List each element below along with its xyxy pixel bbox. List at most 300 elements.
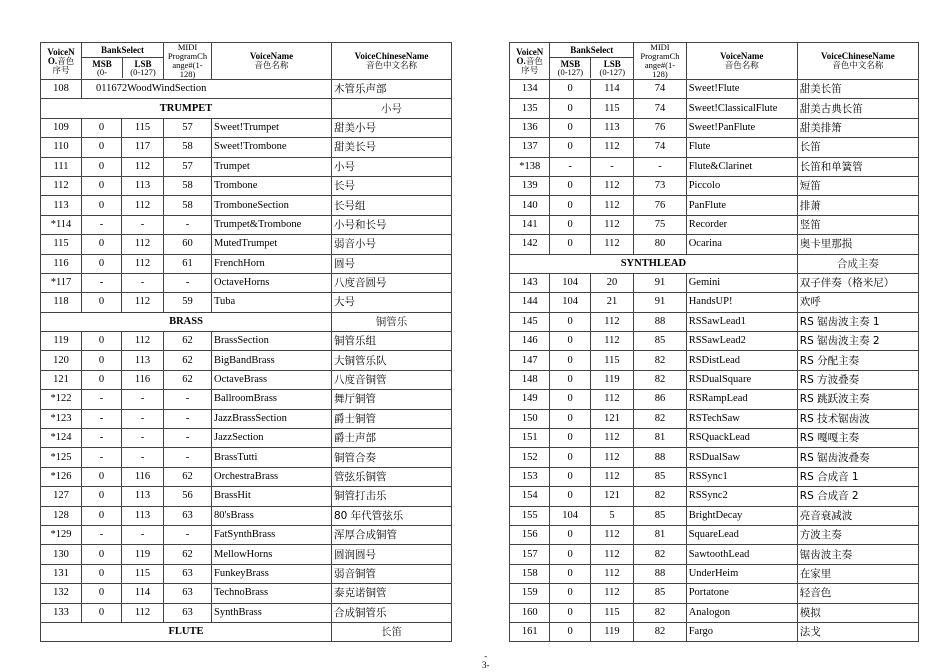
program-change: 91 (634, 273, 687, 292)
bank-lsb: 115 (590, 603, 633, 622)
bank-lsb: 113 (590, 118, 633, 137)
voice-name: Trumpet&Trombone (212, 215, 332, 234)
table-row (41, 506, 452, 525)
voice-chinese-name: RS 嘎嘎主奏 (797, 429, 918, 448)
voice-name: Fargo (686, 622, 797, 641)
voice-number: *129 (41, 525, 82, 544)
voice-name: Recorder (686, 215, 797, 234)
bank-msb: 0 (550, 138, 590, 157)
voice-name: RSSync2 (686, 487, 797, 506)
program-change: 58 (164, 138, 212, 157)
voice-name: Sweet!ClassicalFlute (686, 99, 797, 118)
voice-name: Gemini (686, 273, 797, 292)
table-row (510, 273, 919, 292)
program-change: - (164, 448, 212, 467)
program-change: 88 (634, 448, 687, 467)
table-row (510, 525, 919, 544)
bank-msb: 0 (550, 196, 590, 215)
voice-number: 136 (510, 118, 550, 137)
bank-msb: 0 (82, 603, 122, 622)
program-change: 82 (634, 409, 687, 428)
voice-name: SynthBrass (212, 603, 332, 622)
program-change: 61 (164, 254, 212, 273)
program-change: 86 (634, 390, 687, 409)
header-voice-no: VoiceN O.音色 序号 (510, 43, 550, 80)
voice-chinese-name: 合成铜管乐 (332, 603, 452, 622)
bank-lsb: 117 (122, 138, 164, 157)
voice-name: BrassSection (212, 332, 332, 351)
voice-chinese-name: 大铜管乐队 (332, 351, 452, 370)
voice-combined-cell: 011672WoodWindSection (82, 80, 332, 99)
bank-lsb: 116 (122, 467, 164, 486)
voice-chinese-name: 泰克诺铜管 (332, 584, 452, 603)
voice-chinese-name: 甜美排箫 (797, 118, 918, 137)
section-header-row (41, 622, 452, 641)
bank-msb: 0 (550, 351, 590, 370)
bank-msb: 0 (550, 564, 590, 583)
voice-name: FrenchHorn (212, 254, 332, 273)
voice-chinese-name: RS 合成音 2 (797, 487, 918, 506)
voice-name: Tuba (212, 293, 332, 312)
voice-name: RSDistLead (686, 351, 797, 370)
bank-lsb: 114 (590, 80, 633, 99)
program-change: 88 (634, 564, 687, 583)
bank-lsb: 112 (590, 176, 633, 195)
bank-lsb: - (122, 429, 164, 448)
bank-lsb: 116 (122, 370, 164, 389)
program-change: 62 (164, 351, 212, 370)
program-change: - (164, 215, 212, 234)
bank-lsb: 112 (122, 196, 164, 215)
page-number: - 3- (482, 651, 490, 670)
voice-chinese-name: 法戈 (797, 622, 918, 641)
voice-number: 152 (510, 448, 550, 467)
bank-msb: 104 (550, 273, 590, 292)
section-header-row (510, 254, 919, 273)
voice-name: UnderHeim (686, 564, 797, 583)
program-change: 91 (634, 293, 687, 312)
voice-number: 132 (41, 584, 82, 603)
bank-lsb: 112 (122, 235, 164, 254)
bank-lsb: - (122, 409, 164, 428)
table-row (41, 487, 452, 506)
voice-name: RSSync1 (686, 467, 797, 486)
bank-lsb: 113 (122, 351, 164, 370)
header-bank-select: BankSelect MSB (0-127) LSB (0-127) (550, 43, 634, 80)
program-change: 58 (164, 196, 212, 215)
bank-msb: 0 (82, 545, 122, 564)
voice-chinese-name: 弱音铜管 (332, 564, 452, 583)
bank-msb: 0 (550, 370, 590, 389)
section-title: SYNTHLEAD (510, 254, 798, 273)
bank-lsb: - (590, 157, 633, 176)
bank-msb: 0 (550, 235, 590, 254)
voice-name: Flute&Clarinet (686, 157, 797, 176)
bank-msb: 0 (550, 176, 590, 195)
bank-msb: 0 (82, 370, 122, 389)
table-row (510, 622, 919, 641)
voice-number: *126 (41, 467, 82, 486)
table-row (510, 370, 919, 389)
voice-name: RSRampLead (686, 390, 797, 409)
bank-msb: 0 (82, 118, 122, 137)
voice-chinese-name: 方波主奏 (797, 525, 918, 544)
bank-lsb: 112 (590, 467, 633, 486)
program-change: - (164, 409, 212, 428)
table-row (510, 390, 919, 409)
section-title-zh: 铜管乐 (332, 312, 452, 331)
voice-chinese-name: RS 锯齿波主奏 2 (797, 332, 918, 351)
voice-chinese-name: 大号 (332, 293, 452, 312)
program-change: 59 (164, 293, 212, 312)
bank-msb: 0 (550, 390, 590, 409)
voice-name: RSSawLead1 (686, 312, 797, 331)
voice-number: *124 (41, 429, 82, 448)
bank-msb: 0 (82, 564, 122, 583)
program-change: 63 (164, 506, 212, 525)
voice-number: *122 (41, 390, 82, 409)
voice-name: FatSynthBrass (212, 525, 332, 544)
bank-msb: - (82, 525, 122, 544)
voice-name: Sweet!Trumpet (212, 118, 332, 137)
bank-lsb: 113 (122, 506, 164, 525)
voice-number: 156 (510, 525, 550, 544)
voice-name: FunkeyBrass (212, 564, 332, 583)
section-title: FLUTE (41, 622, 332, 641)
voice-chinese-name: RS 锯齿波叠奏 (797, 448, 918, 467)
table-row (41, 118, 452, 137)
program-change: 62 (164, 370, 212, 389)
program-change: - (634, 157, 687, 176)
voice-name: Analogon (686, 603, 797, 622)
bank-msb: 0 (550, 584, 590, 603)
voice-chinese-name: 甜美长号 (332, 138, 452, 157)
bank-msb: 0 (550, 487, 590, 506)
voice-number: 145 (510, 312, 550, 331)
program-change: - (164, 525, 212, 544)
program-change: 63 (164, 584, 212, 603)
bank-lsb: 112 (590, 390, 633, 409)
voice-number: 142 (510, 235, 550, 254)
voice-number: 116 (41, 254, 82, 273)
bank-msb: 0 (550, 545, 590, 564)
program-change: 82 (634, 545, 687, 564)
table-row (41, 564, 452, 583)
voice-number: 158 (510, 564, 550, 583)
program-change: 56 (164, 487, 212, 506)
section-header-row (41, 312, 452, 331)
bank-lsb: 115 (122, 564, 164, 583)
voice-chinese-name: 弱音小号 (332, 235, 452, 254)
program-change: 85 (634, 584, 687, 603)
bank-lsb: 112 (590, 196, 633, 215)
bank-msb: 0 (82, 293, 122, 312)
table-header-row (510, 43, 919, 80)
voice-name: RSQuackLead (686, 429, 797, 448)
bank-lsb: - (122, 390, 164, 409)
bank-msb: 0 (82, 487, 122, 506)
table-row (510, 157, 919, 176)
voice-number: 131 (41, 564, 82, 583)
voice-chinese-name: 圆润圆号 (332, 545, 452, 564)
header-voice-no: VoiceN O.音色 序号 (41, 43, 82, 80)
voice-number: 127 (41, 487, 82, 506)
voice-number: 139 (510, 176, 550, 195)
program-change: 85 (634, 506, 687, 525)
voice-number: 133 (41, 603, 82, 622)
table-row (510, 409, 919, 428)
voice-chinese-name: 甜美古典长笛 (797, 99, 918, 118)
table-row (41, 448, 452, 467)
table-row (41, 235, 452, 254)
bank-lsb: 112 (590, 138, 633, 157)
voice-chinese-name: RS 技术锯齿波 (797, 409, 918, 428)
bank-msb: 0 (550, 215, 590, 234)
table-row (41, 525, 452, 544)
table-row (510, 351, 919, 370)
bank-msb: - (82, 215, 122, 234)
voice-number: 120 (41, 351, 82, 370)
bank-lsb: 112 (122, 603, 164, 622)
table-row (41, 80, 452, 99)
bank-lsb: 113 (122, 487, 164, 506)
bank-lsb: 112 (122, 157, 164, 176)
voice-chinese-name: 模拟 (797, 603, 918, 622)
program-change: 81 (634, 429, 687, 448)
bank-lsb: - (122, 273, 164, 292)
bank-lsb: 113 (122, 176, 164, 195)
voice-name: RSDualSquare (686, 370, 797, 389)
program-change: 74 (634, 99, 687, 118)
bank-lsb: 119 (590, 370, 633, 389)
table-row (41, 429, 452, 448)
table-row (41, 545, 452, 564)
voice-chinese-name: 奥卡里那损 (797, 235, 918, 254)
voice-number: 159 (510, 584, 550, 603)
voice-name: Sweet!Trombone (212, 138, 332, 157)
program-change: 60 (164, 235, 212, 254)
header-voice-name: VoiceName 音色名称 (212, 43, 332, 80)
voice-chinese-name: 舞厅铜管 (332, 390, 452, 409)
voice-chinese-name: RS 分配主奏 (797, 351, 918, 370)
bank-msb: 0 (550, 622, 590, 641)
table-row (510, 332, 919, 351)
voice-name: BrassTutti (212, 448, 332, 467)
program-change: 73 (634, 176, 687, 195)
table-row (41, 603, 452, 622)
bank-msb: 0 (82, 196, 122, 215)
voice-name: BrassHit (212, 487, 332, 506)
program-change: 62 (164, 545, 212, 564)
table-row (41, 254, 452, 273)
voice-number: 147 (510, 351, 550, 370)
program-change: 76 (634, 196, 687, 215)
program-change: - (164, 273, 212, 292)
table-row (510, 545, 919, 564)
table-row (41, 138, 452, 157)
voice-number: 150 (510, 409, 550, 428)
bank-lsb: 112 (590, 235, 633, 254)
program-change: 62 (164, 332, 212, 351)
bank-msb: 104 (550, 293, 590, 312)
voice-number: *125 (41, 448, 82, 467)
bank-lsb: 112 (590, 525, 633, 544)
table-row (510, 118, 919, 137)
voice-chinese-name: 铜管乐组 (332, 332, 452, 351)
voice-name: TechnoBrass (212, 584, 332, 603)
table-row (510, 138, 919, 157)
voice-number: 135 (510, 99, 550, 118)
table-row (510, 312, 919, 331)
voice-name: Portatone (686, 584, 797, 603)
bank-msb: 0 (550, 429, 590, 448)
voice-number: 137 (510, 138, 550, 157)
bank-lsb: 115 (590, 351, 633, 370)
voice-name: Flute (686, 138, 797, 157)
voice-chinese-name: 八度音铜管 (332, 370, 452, 389)
voice-name: 80'sBrass (212, 506, 332, 525)
voice-number: 121 (41, 370, 82, 389)
table-row (510, 584, 919, 603)
program-change: 74 (634, 80, 687, 99)
voice-number: 115 (41, 235, 82, 254)
table-row (510, 429, 919, 448)
bank-lsb: 112 (122, 254, 164, 273)
table-row (41, 332, 452, 351)
voice-chinese-name: 木管乐声部 (332, 80, 452, 99)
voice-chinese-name: 长号 (332, 176, 452, 195)
bank-lsb: 20 (590, 273, 633, 292)
voice-number: 146 (510, 332, 550, 351)
section-header-row (41, 99, 452, 118)
voice-chinese-name: 80 年代管弦乐 (332, 506, 452, 525)
table-row (41, 390, 452, 409)
voice-table-right (509, 42, 919, 642)
bank-msb: 0 (82, 332, 122, 351)
voice-chinese-name: RS 跳跃波主奏 (797, 390, 918, 409)
voice-number: 143 (510, 273, 550, 292)
voice-name: HandsUP! (686, 293, 797, 312)
table-header-row (41, 43, 452, 80)
bank-msb: 0 (550, 332, 590, 351)
bank-lsb: 114 (122, 584, 164, 603)
bank-msb: 0 (82, 138, 122, 157)
bank-msb: 104 (550, 506, 590, 525)
bank-lsb: 112 (590, 584, 633, 603)
bank-lsb: 112 (590, 429, 633, 448)
bank-msb: 0 (82, 506, 122, 525)
voice-chinese-name: 铜管合奏 (332, 448, 452, 467)
table-row (41, 273, 452, 292)
bank-lsb: 112 (122, 332, 164, 351)
program-change: 82 (634, 622, 687, 641)
voice-number: 118 (41, 293, 82, 312)
voice-chinese-name: 铜管打击乐 (332, 487, 452, 506)
voice-chinese-name: RS 方波叠奏 (797, 370, 918, 389)
program-change: 82 (634, 370, 687, 389)
voice-name: RSDualSaw (686, 448, 797, 467)
voice-name: Piccolo (686, 176, 797, 195)
bank-msb: 0 (550, 409, 590, 428)
table-row (41, 293, 452, 312)
table-row (41, 157, 452, 176)
voice-chinese-name: 双子伴奏（格米尼） (797, 273, 918, 292)
bank-lsb: 119 (122, 545, 164, 564)
bank-msb: 0 (82, 584, 122, 603)
voice-name: BallroomBrass (212, 390, 332, 409)
voice-chinese-name: 甜美长笛 (797, 80, 918, 99)
bank-lsb: 5 (590, 506, 633, 525)
program-change: 80 (634, 235, 687, 254)
voice-name: MutedTrumpet (212, 235, 332, 254)
bank-lsb: - (122, 525, 164, 544)
voice-name: OctaveBrass (212, 370, 332, 389)
voice-chinese-name: 浑厚合成铜管 (332, 525, 452, 544)
bank-lsb: 112 (122, 293, 164, 312)
voice-number: 140 (510, 196, 550, 215)
voice-number: 148 (510, 370, 550, 389)
table-row (510, 196, 919, 215)
bank-msb: 0 (82, 176, 122, 195)
voice-number: 161 (510, 622, 550, 641)
voice-name: Trumpet (212, 157, 332, 176)
voice-number: *123 (41, 409, 82, 428)
bank-msb: - (82, 409, 122, 428)
header-voice-chinese-name: VoiceChineseName 音色中文名称 (332, 43, 452, 80)
voice-name: MellowHorns (212, 545, 332, 564)
voice-chinese-name: 甜美小号 (332, 118, 452, 137)
voice-name: RSSawLead2 (686, 332, 797, 351)
voice-number: 134 (510, 80, 550, 99)
bank-lsb: 121 (590, 487, 633, 506)
voice-number: *138 (510, 157, 550, 176)
voice-name: JazzSection (212, 429, 332, 448)
voice-name: JazzBrassSection (212, 409, 332, 428)
voice-name: PanFlute (686, 196, 797, 215)
bank-lsb: 115 (122, 118, 164, 137)
bank-msb: 0 (550, 467, 590, 486)
bank-msb: 0 (550, 312, 590, 331)
voice-number: 109 (41, 118, 82, 137)
program-change: 88 (634, 312, 687, 331)
header-voice-name: VoiceName 音色名称 (686, 43, 797, 80)
voice-chinese-name: 欢呼 (797, 293, 918, 312)
bank-lsb: - (122, 448, 164, 467)
bank-lsb: 112 (590, 564, 633, 583)
bank-msb: 0 (550, 448, 590, 467)
bank-msb: 0 (550, 118, 590, 137)
program-change: 62 (164, 467, 212, 486)
bank-msb: 0 (82, 467, 122, 486)
voice-table-left (40, 42, 452, 642)
program-change: 63 (164, 564, 212, 583)
program-change: 63 (164, 603, 212, 622)
voice-number: 128 (41, 506, 82, 525)
voice-name: RSTechSaw (686, 409, 797, 428)
voice-name: TromboneSection (212, 196, 332, 215)
voice-number: 160 (510, 603, 550, 622)
voice-name: OctaveHorns (212, 273, 332, 292)
voice-chinese-name: 长号组 (332, 196, 452, 215)
section-title-zh: 合成主奏 (797, 254, 918, 273)
table-row (41, 196, 452, 215)
header-midi-program-change: MIDI ProgramCh ange#(1- 128) (634, 43, 687, 80)
voice-number: 111 (41, 157, 82, 176)
voice-number: 141 (510, 215, 550, 234)
bank-lsb: 112 (590, 332, 633, 351)
table-row (510, 99, 919, 118)
voice-name: BigBandBrass (212, 351, 332, 370)
